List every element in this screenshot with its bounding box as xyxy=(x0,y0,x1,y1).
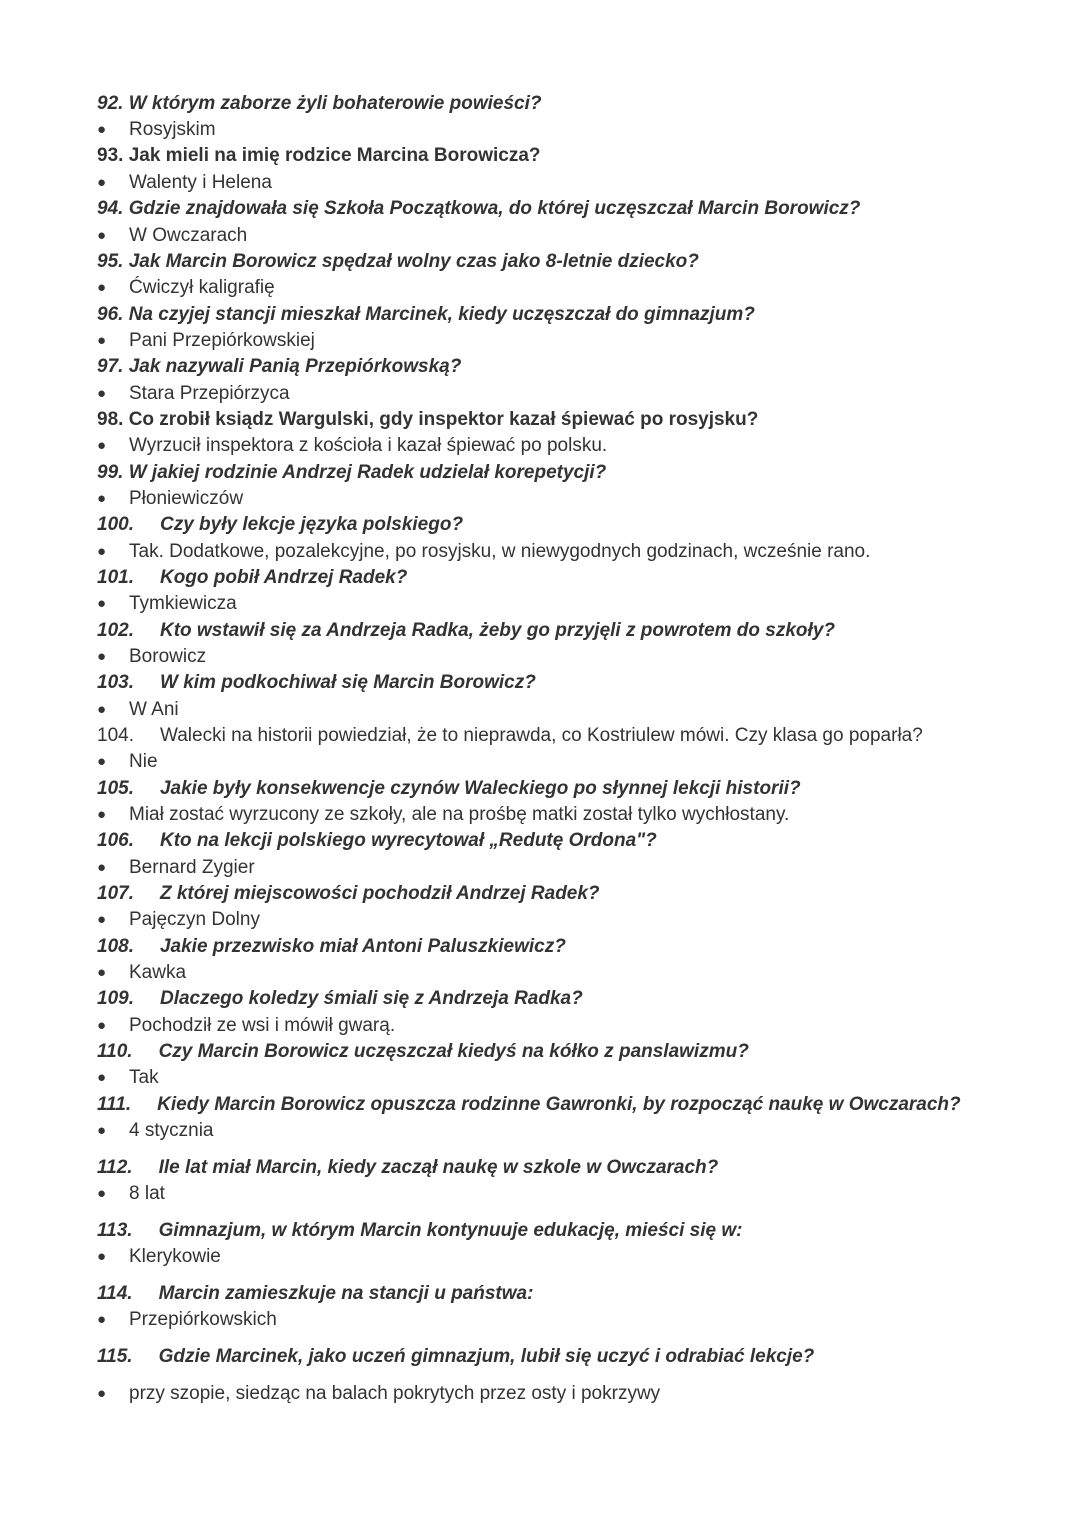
answer-108 xyxy=(97,961,186,985)
answer-text: W Owczarach xyxy=(129,225,248,246)
bullet-icon: ● xyxy=(97,279,107,296)
question-text: Jakie były konsekwencje czynów Waleckiego po słynnej lekcji historii? xyxy=(159,778,801,799)
answer-text: Płoniewiczów xyxy=(129,488,244,509)
question-108 xyxy=(97,935,566,959)
bullet-icon: ● xyxy=(97,1311,107,1328)
question-text: Dlaczego koledzy śmiali się z Andrzeja Radka? xyxy=(159,988,583,1009)
answer-115 xyxy=(97,1382,660,1406)
question-92 xyxy=(97,92,542,116)
answer-112 xyxy=(97,1182,165,1206)
bullet-icon: ● xyxy=(97,1185,107,1202)
bullet-icon: ● xyxy=(97,332,107,349)
question-97 xyxy=(97,355,461,379)
question-text: Co zrobił ksiądz Wargulski, gdy inspektor kazał śpiewać po rosyjsku? xyxy=(128,409,759,430)
answer-109 xyxy=(97,1014,395,1038)
bullet-icon: ● xyxy=(97,806,107,823)
answer-text: Tymkiewicza xyxy=(129,593,237,614)
question-text: Kogo pobił Andrzej Radek? xyxy=(159,567,408,588)
question-103 xyxy=(97,671,536,695)
question-number: 106. xyxy=(97,830,134,851)
question-number: 102. xyxy=(97,620,134,641)
answer-text: Rosyjskim xyxy=(129,119,216,140)
answer-96 xyxy=(97,329,315,353)
question-107 xyxy=(97,882,600,906)
question-number: 95. xyxy=(97,251,124,272)
answer-text: Tak. Dodatkowe, pozalekcyjne, po rosyjsku, w niewygodnych godzinach, wcześnie rano. xyxy=(129,541,871,562)
bullet-icon: ● xyxy=(97,385,107,402)
question-number: 103. xyxy=(97,672,134,693)
question-text: Jak Marcin Borowicz spędzał wolny czas jako 8-letnie dziecko? xyxy=(128,251,699,272)
question-number: 92. xyxy=(97,93,124,114)
bullet-icon: ● xyxy=(97,911,107,928)
answer-99 xyxy=(97,487,243,511)
question-110 xyxy=(97,1040,749,1064)
answer-text: Nie xyxy=(129,751,158,772)
bullet-icon: ● xyxy=(97,1122,107,1139)
question-111 xyxy=(97,1093,961,1117)
question-text: Jak mieli na imię rodzice Marcina Borowicza? xyxy=(128,145,541,166)
answer-text: Pajęczyn Dolny xyxy=(129,909,260,930)
question-text: Gimnazjum, w którym Marcin kontynuuje edukację, mieści się w: xyxy=(158,1220,743,1241)
answer-98 xyxy=(97,434,607,458)
question-text: Kto wstawił się za Andrzeja Radka, żeby go przyjęli z powrotem do szkoły? xyxy=(159,620,835,641)
question-number: 115. xyxy=(97,1346,133,1367)
question-96 xyxy=(97,303,755,327)
question-number: 93. xyxy=(97,145,124,166)
bullet-icon: ● xyxy=(97,753,107,770)
question-text: Z której miejscowości pochodził Andrzej Radek? xyxy=(159,883,600,904)
question-text: Ile lat miał Marcin, kiedy zaczął naukę w szkole w Owczarach? xyxy=(158,1157,719,1178)
bullet-icon: ● xyxy=(97,227,107,244)
answer-104 xyxy=(97,750,158,774)
bullet-icon: ● xyxy=(97,174,107,191)
answer-111 xyxy=(97,1119,213,1143)
answer-114 xyxy=(97,1308,277,1332)
answer-text: Tak xyxy=(129,1067,159,1088)
question-number: 98. xyxy=(97,409,124,430)
bullet-icon: ● xyxy=(97,595,107,612)
question-number: 105. xyxy=(97,778,134,799)
question-109 xyxy=(97,987,583,1011)
question-number: 104. xyxy=(97,725,134,746)
answer-text: Klerykowie xyxy=(129,1246,221,1267)
question-106 xyxy=(97,829,657,853)
question-number: 99. xyxy=(97,462,124,483)
question-95 xyxy=(97,250,699,274)
question-text: Kiedy Marcin Borowicz opuszcza rodzinne Gawronki, by rozpocząć naukę w Owczarach? xyxy=(157,1094,961,1115)
question-number: 114. xyxy=(97,1283,133,1304)
bullet-icon: ● xyxy=(97,1385,107,1402)
answer-101 xyxy=(97,592,237,616)
answer-text: Wyrzucił inspektora z kościoła i kazał śpiewać po polsku. xyxy=(129,435,608,456)
answer-text: Pochodził ze wsi i mówił gwarą. xyxy=(129,1015,396,1036)
answer-93 xyxy=(97,171,272,195)
answer-105 xyxy=(97,803,789,827)
question-94 xyxy=(97,197,860,221)
question-text: Kto na lekcji polskiego wyrecytował „Redutę Ordona"? xyxy=(159,830,657,851)
question-text: W jakiej rodzinie Andrzej Radek udzielał korepetycji? xyxy=(128,462,607,483)
question-text: Na czyjej stancji mieszkał Marcinek, kiedy uczęszczał do gimnazjum? xyxy=(128,304,755,325)
bullet-icon: ● xyxy=(97,437,107,454)
bullet-icon: ● xyxy=(97,648,107,665)
question-text: Jakie przezwisko miał Antoni Paluszkiewicz? xyxy=(159,936,566,957)
bullet-icon: ● xyxy=(97,964,107,981)
bullet-icon: ● xyxy=(97,859,107,876)
question-text: Marcin zamieszkuje na stancji u państwa: xyxy=(158,1283,534,1304)
question-115 xyxy=(97,1345,814,1369)
question-number: 100. xyxy=(97,514,134,535)
question-93 xyxy=(97,144,541,168)
answer-102 xyxy=(97,645,206,669)
question-100 xyxy=(97,513,463,537)
question-113 xyxy=(97,1219,742,1243)
question-112 xyxy=(97,1156,718,1180)
answer-110 xyxy=(97,1066,159,1090)
question-text: Jak nazywali Panią Przepiórkowską? xyxy=(128,356,462,377)
question-number: 113. xyxy=(97,1220,133,1241)
question-text: W kim podkochiwał się Marcin Borowicz? xyxy=(159,672,536,693)
answer-95 xyxy=(97,276,275,300)
question-number: 94. xyxy=(97,198,124,219)
answer-text: Bernard Zygier xyxy=(129,857,255,878)
question-text: Czy Marcin Borowicz uczęszczał kiedyś na kółko z panslawizmu? xyxy=(158,1041,749,1062)
answer-text: 8 lat xyxy=(129,1183,165,1204)
bullet-icon: ● xyxy=(97,701,107,718)
answer-92 xyxy=(97,118,216,142)
answer-text: Borowicz xyxy=(129,646,207,667)
bullet-icon: ● xyxy=(97,1069,107,1086)
question-number: 110. xyxy=(97,1041,133,1062)
answer-103 xyxy=(97,698,179,722)
question-number: 101. xyxy=(97,567,134,588)
answer-107 xyxy=(97,908,260,932)
question-104 xyxy=(97,724,923,748)
question-number: 107. xyxy=(97,883,134,904)
answer-94 xyxy=(97,224,247,248)
question-number: 108. xyxy=(97,936,134,957)
answer-106 xyxy=(97,856,255,880)
bullet-icon: ● xyxy=(97,490,107,507)
answer-text: 4 stycznia xyxy=(129,1120,214,1141)
answer-97 xyxy=(97,382,290,406)
question-text: Gdzie Marcinek, jako uczeń gimnazjum, lubił się uczyć i odrabiać lekcje? xyxy=(158,1346,815,1367)
question-text: W którym zaborze żyli bohaterowie powieści? xyxy=(128,93,542,114)
answer-text: Walenty i Helena xyxy=(129,172,272,193)
question-105 xyxy=(97,777,801,801)
bullet-icon: ● xyxy=(97,1017,107,1034)
question-number: 96. xyxy=(97,304,124,325)
answer-text: Pani Przepiórkowskiej xyxy=(129,330,315,351)
question-98 xyxy=(97,408,758,432)
answer-text: W Ani xyxy=(129,699,179,720)
question-114 xyxy=(97,1282,533,1306)
answer-100 xyxy=(97,540,870,564)
question-number: 112. xyxy=(97,1157,133,1178)
question-text: Walecki na historii powiedział, że to nieprawda, co Kostriulew mówi. Czy klasa go poparła? xyxy=(159,725,923,746)
answer-113 xyxy=(97,1245,221,1269)
question-number: 109. xyxy=(97,988,134,1009)
answer-text: Przepiórkowskich xyxy=(129,1309,277,1330)
answer-text: Miał zostać wyrzucony ze szkoły, ale na prośbę matki został tylko wychłostany. xyxy=(129,804,790,825)
bullet-icon: ● xyxy=(97,1248,107,1265)
answer-text: Ćwiczył kaligrafię xyxy=(129,277,275,298)
answer-text: Stara Przepiórzyca xyxy=(129,383,290,404)
question-99 xyxy=(97,461,606,485)
question-101 xyxy=(97,566,407,590)
question-text: Czy były lekcje języka polskiego? xyxy=(159,514,464,535)
bullet-icon: ● xyxy=(97,543,107,560)
question-number: 111. xyxy=(97,1094,132,1115)
question-number: 97. xyxy=(97,356,124,377)
bullet-icon: ● xyxy=(97,121,107,138)
question-102 xyxy=(97,619,835,643)
question-text: Gdzie znajdowała się Szkoła Początkowa, do której uczęszczał Marcin Borowicz? xyxy=(128,198,861,219)
answer-text: przy szopie, siedząc na balach pokrytych przez osty i pokrzywy xyxy=(129,1383,661,1404)
answer-text: Kawka xyxy=(129,962,187,983)
